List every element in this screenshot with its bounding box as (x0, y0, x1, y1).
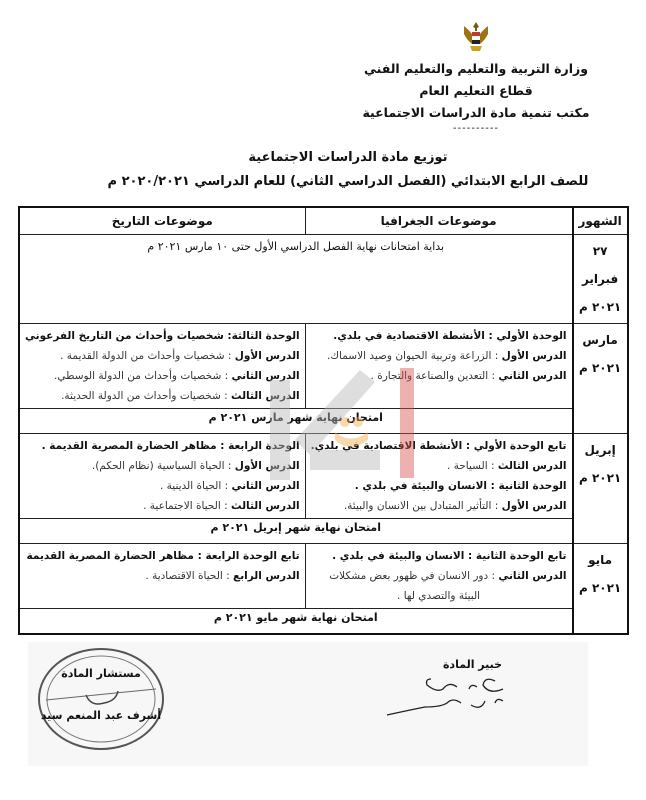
topic-label: الدرس الثاني (498, 570, 567, 582)
stamp-name: أشرف عبد المنعم سيد (40, 709, 162, 722)
topic-label: الوحدة الثالثة (231, 330, 300, 342)
topic-line (311, 436, 567, 456)
topic-line (25, 496, 300, 516)
stamp-title: مستشار المادة (61, 667, 141, 680)
topic-text: البيئة والتصدي لها . (397, 590, 481, 602)
curriculum-table (18, 206, 629, 635)
header-separator: ---------- (452, 123, 500, 134)
topic-label: الدرس الأول (234, 350, 300, 362)
topic-line (311, 476, 567, 496)
monthly-exam: امتحان نهاية شهر إبريل ٢٠٢١ م (19, 519, 573, 544)
office-name: مكتب تنمية مادة الدراسات الاجتماعية (362, 105, 590, 120)
header-months: الشهور (573, 207, 628, 235)
expert-label: خبير المادة (442, 658, 503, 671)
ministry-name: وزارة التربية والتعليم والتعليم الفني (363, 61, 589, 76)
topic-label: الدرس الأول (234, 460, 300, 472)
header-history: موضوعات التاريخ (19, 207, 305, 235)
topic-text: : الحياة الاجتماعية . (143, 500, 231, 512)
egypt-eagle-emblem-icon (461, 20, 491, 54)
topic-line (25, 476, 300, 496)
topic-text: : دور الانسان في ظهور بعض مشكلات (329, 570, 499, 582)
month-cell (573, 544, 628, 635)
topic-text: : الحياة السياسية (نظام الحكم). (91, 460, 235, 472)
geography-topics (305, 324, 572, 409)
month-cell (573, 235, 628, 324)
topic-label: الوحدة الأولي (496, 330, 567, 342)
month-name: ٢٧ فبراير (581, 244, 619, 286)
topic-label: الدرس الثالث (497, 460, 567, 472)
history-topics (19, 434, 305, 519)
monthly-exam: امتحان نهاية شهر مارس ٢٠٢١ م (19, 409, 573, 434)
topic-text: : الزراعة وتربية الحيوان وصيد الاسماك. (327, 350, 502, 362)
topic-line (25, 456, 300, 476)
topic-text: : شخصيات وأحداث من الدولة الحديثة. (61, 390, 231, 402)
month-year: ٢٠٢١ م (578, 471, 622, 485)
topic-text: : شخصيات وأحداث من التاريخ الفرعوني (25, 330, 232, 342)
month-cell (573, 434, 628, 544)
expert-signature-block (420, 658, 525, 725)
month-name: إبريل (584, 443, 616, 457)
exam-period-note: بداية امتحانات نهاية الفصل الدراسي الأول حتى ١٠ مارس ٢٠٢١ م (19, 235, 573, 324)
table-row-may-exam (19, 609, 628, 635)
topic-line (311, 566, 567, 586)
topic-text: : التعدين والصناعة والتجارة . (370, 370, 499, 382)
month-name: مارس (582, 333, 618, 347)
topic-label: تابع الوحدة الأولي (473, 440, 567, 452)
topic-line (25, 436, 300, 456)
table-row-april (19, 434, 628, 519)
topic-line (311, 326, 567, 346)
topic-label: الدرس الأول (501, 350, 567, 362)
topic-label: الوحدة الرابعة (228, 440, 300, 452)
topic-text: : مظاهر الحضارة المصرية القديمة (26, 550, 206, 562)
topic-line (25, 366, 300, 386)
topic-text: : الانسان والبيئة في بلدي . (354, 480, 499, 492)
topic-line (311, 456, 567, 476)
topic-label: الدرس الثالث (231, 500, 300, 512)
month-cell (573, 324, 628, 434)
letterhead (346, 20, 606, 134)
header-geography: موضوعات الجغرافيا (305, 207, 572, 235)
topic-text: : شخصيات وأحداث من الدولة القديمة . (60, 350, 235, 362)
topic-line (25, 546, 300, 566)
topic-text: : شخصيات وأحداث من الدولة الوسطي. (54, 370, 232, 382)
topic-label: الدرس الثاني (231, 370, 300, 382)
sector-name: قطاع التعليم العام (419, 83, 533, 98)
topic-text: : الانسان والبيئة في بلدي . (332, 550, 476, 562)
advisor-stamp (36, 645, 166, 753)
handwritten-signature (385, 671, 525, 721)
topic-label: الدرس الرابع (233, 570, 300, 582)
table-row-may (19, 544, 628, 609)
topic-label: تابع الوحدة الرابعة (205, 550, 300, 562)
history-topics (19, 324, 305, 409)
month-year: ٢٠٢١ م (578, 361, 622, 375)
topic-label: الدرس الأول (501, 500, 567, 512)
topic-line (25, 346, 300, 366)
topic-text: : مظاهر الحضارة المصرية القديمة . (41, 440, 229, 452)
table-header-row (19, 207, 628, 235)
topic-label: الدرس الثالث (231, 390, 300, 402)
topic-text: : التأثير المتبادل بين الانسان والبيئة. (343, 500, 502, 512)
monthly-exam: امتحان نهاية شهر مايو ٢٠٢١ م (19, 609, 573, 635)
month-year: ٢٠٢١ م (578, 581, 622, 595)
topic-line (25, 386, 300, 406)
topic-line (311, 366, 567, 386)
month-year: ٢٠٢١ م (578, 300, 622, 314)
topic-text: : السياحة . (447, 460, 498, 472)
topic-label: الدرس الثاني (498, 370, 567, 382)
document-titles (80, 146, 616, 194)
geography-topics (305, 434, 572, 519)
table-row-march (19, 324, 628, 409)
topic-text: : الحياة الاقتصادية . (145, 570, 234, 582)
topic-line (25, 326, 300, 346)
topic-label: الدرس الثاني (231, 480, 300, 492)
history-topics (19, 544, 305, 609)
topic-text: : الأنشطة الاقتصادية في بلدي. (333, 330, 497, 342)
topic-line (311, 586, 567, 606)
geography-topics (305, 544, 572, 609)
table-row-april-exam (19, 519, 628, 544)
topic-line (311, 496, 567, 516)
topic-line (311, 346, 567, 366)
document-title: توزيع مادة الدراسات الاجتماعية (248, 150, 448, 165)
topic-label: تابع الوحدة الثانية (475, 550, 567, 562)
table-row-february (19, 235, 628, 324)
document-subtitle: للصف الرابع الابتدائي (الفصل الدراسي الثاني) للعام الدراسي ٢٠٢٠/٢٠٢١ م (107, 174, 589, 189)
topic-text: : الحياة الدينية . (159, 480, 232, 492)
table-row-march-exam (19, 409, 628, 434)
month-name: مايو (588, 553, 613, 567)
topic-text: : الأنشطة الاقتصادية في بلدي. (310, 440, 474, 452)
topic-line (25, 566, 300, 586)
topic-line (311, 546, 567, 566)
topic-label: الوحدة الثانية (498, 480, 567, 492)
